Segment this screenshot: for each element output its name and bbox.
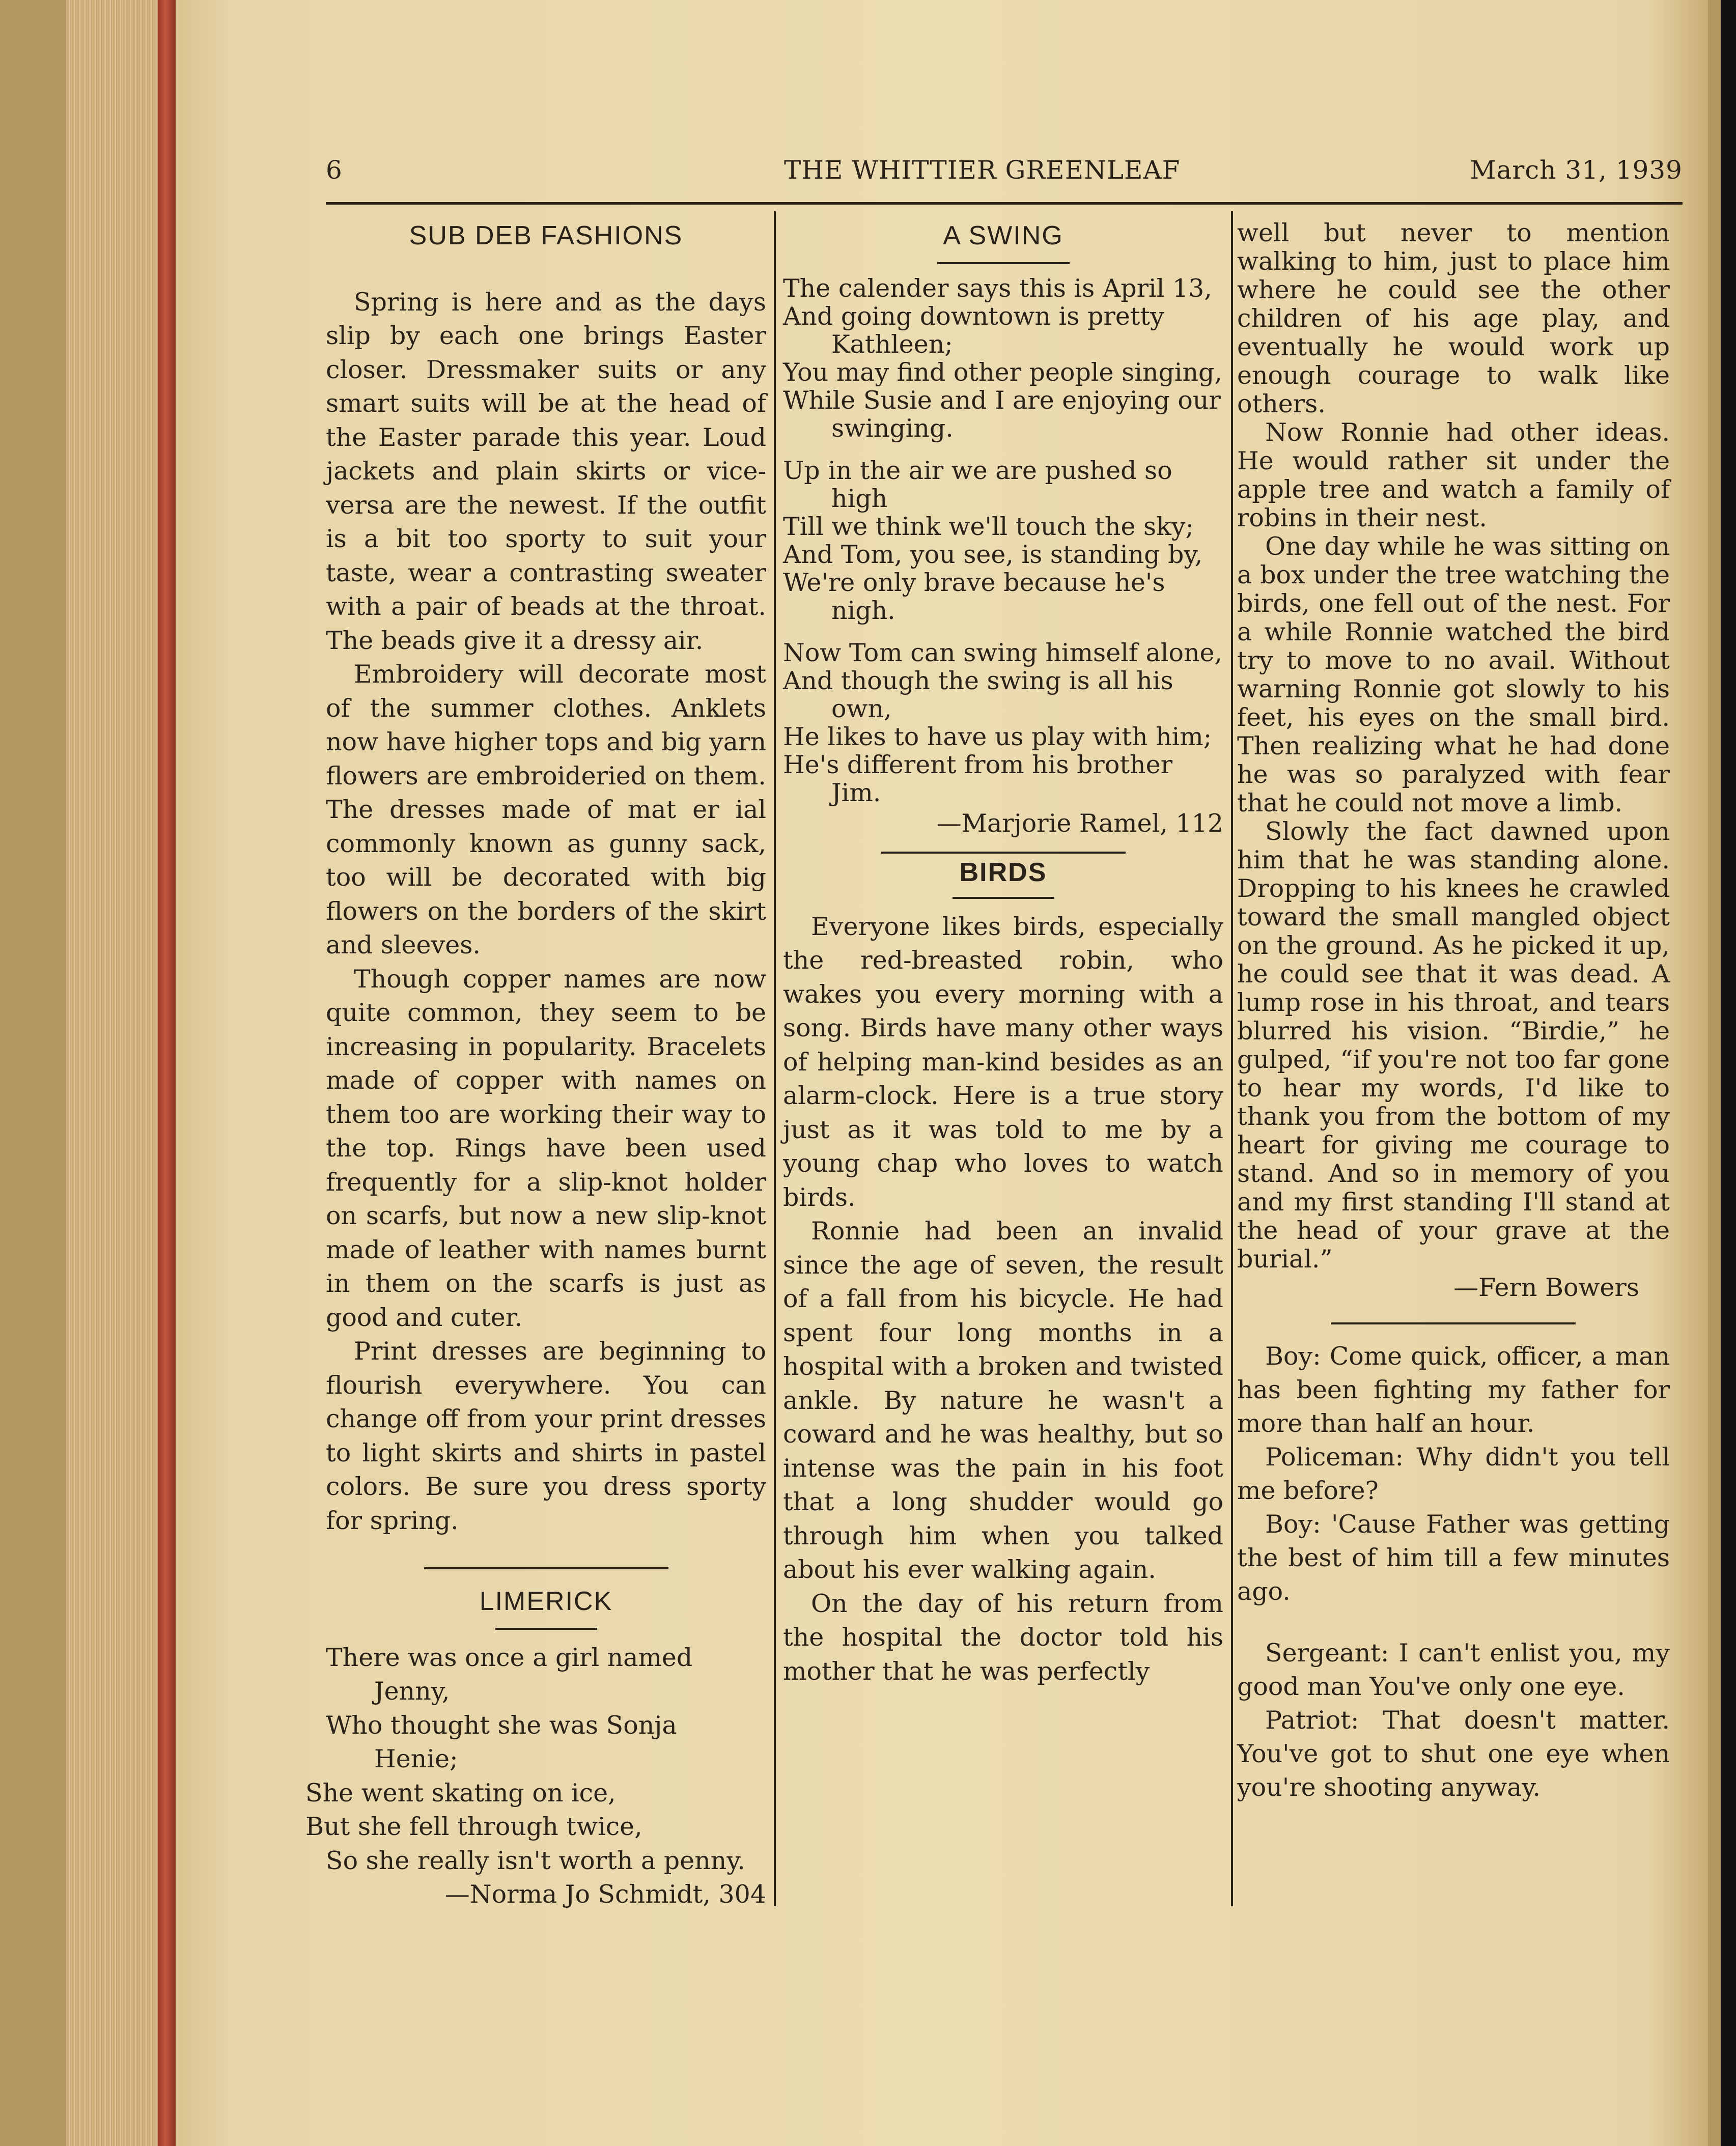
paragraph: Embroidery will decorate most of the summer clothes. Anklets now have higher tops and big yarn flowers are embroideried on them. The dresses made of mat er ial commonly known as gunny sack, too will be decorated with big flowers on the borders of the skirt and sleeves. [326, 660, 766, 959]
paragraph: Spring is here and as the days slip by each one brings Easter closer. Dressmaker suits or any smart suits will be at the head of the Easter parade this year. Loud jackets and plain skirts or vice-versa are the newest. If the outfit is a bit too sporty to suit your taste, wear a contrasting sweater with a pair of beads at the throat. The beads give it a dressy air. [326, 287, 766, 655]
joke-line: Sergeant: I can't enlist you, my good man You've only one eye. [1237, 1639, 1670, 1701]
article-title-sub-deb-fashions: SUB DEB FASHIONS [409, 221, 683, 250]
joke-line: Boy: Come quick, officer, a man has been fighting my father for more than half an hour. [1237, 1342, 1670, 1438]
joke-line: Boy: 'Cause Father was getting the best of him till a few minutes ago. [1237, 1510, 1670, 1606]
page-edges [66, 0, 173, 2146]
page-number: 6 [326, 155, 343, 185]
paragraph: Print dresses are beginning to flourish everywhere. You can change off from your print dresses to light skirts and shirts in pastel colors. Be sure you dress sporty for spring. [326, 1337, 766, 1535]
issue-date: March 31, 1939 [1470, 155, 1683, 185]
paragraph: One day while he was sitting on a box under the tree watching the birds, one fell out of the nest. For a while Ronnie watched the bird try to move to no avail. Without warning Ronnie got slowly to his feet, his eyes on the small bird. Then realizing what he had done he was so paralyzed with fear that he could not move a limb. [1237, 532, 1670, 817]
column-3 [1237, 219, 1670, 1804]
paragraph: Now Ronnie had other ideas. He would rather sit under the apple tree and watch a family of robins in their nest. [1237, 418, 1670, 532]
author-byline: —Fern Bowers [1453, 1273, 1639, 1302]
poem-line: And Tom, you see, is standing by, [783, 540, 1203, 569]
page-header [326, 155, 1683, 196]
newspaper-title: THE WHITTIER GREENLEAF [784, 155, 1181, 185]
article-title-limerick: LIMERICK [479, 1587, 613, 1616]
header-rule [326, 202, 1683, 205]
poem-line: While Susie and I are enjoying our swinging. [783, 385, 1221, 443]
poem-line: Who thought she was Sonja Henie; [326, 1710, 677, 1773]
poem-line: And though the swing is all his own, [783, 666, 1173, 723]
poem-line: There was once a girl named Jenny, [326, 1643, 693, 1706]
joke-line: Patriot: That doesn't matter. You've got to shut one eye when you're shooting anyway. [1237, 1706, 1670, 1802]
poem-line: Now Tom can swing himself alone, [783, 638, 1223, 667]
poem-line: He's different from his brother Jim. [783, 750, 1173, 807]
limerick-poem [305, 1641, 766, 1878]
column-divider-1 [774, 211, 776, 1906]
author-byline: —Marjorie Ramel, 112 [936, 808, 1223, 838]
poem-line: She went skating on ice, [305, 1778, 616, 1808]
binding-spine [158, 0, 176, 2146]
paragraph: Slowly the fact dawned upon him that he was standing alone. Dropping to his knees he crawled toward the small mangled object on the ground. As he picked it up, he could see that it was dead. A lump rose in his throat, and tears blurred his vision. “Birdie,” he gulped, “if you're not too far gone to hear my words, I'd like to thank you from the bottom of my heart for giving me courage to stand. And so in memory of you and my first standing I'll stand at the head of your grave at the burial.” [1237, 817, 1670, 1274]
title-underline [953, 897, 1054, 899]
section-rule [424, 1567, 668, 1569]
paragraph: On the day of his return from the hospital the doctor told his mother that he was perfectly [783, 1589, 1223, 1686]
column-1 [305, 219, 766, 1912]
section-rule [1331, 1322, 1576, 1324]
poem-line: Up in the air we are pushed so high [783, 456, 1172, 513]
poem-line: But she fell through twice, [305, 1812, 642, 1841]
poem-line: We're only brave because he's nigh. [783, 568, 1165, 625]
poem-line: You may find other people singing, [783, 357, 1222, 387]
poem-line: And going downtown is pretty Kathleen; [783, 301, 1164, 359]
paragraph: Everyone likes birds, especially the red-breasted robin, who wakes you every morning with a song. Birds have many other ways of helping man-kind besides as an alarm-clock. Here is a true story just as it was told to me by a young chap who loves to watch birds. [783, 912, 1223, 1212]
paragraph: Ronnie had been an invalid since the age of seven, the result of a fall from his bicycle. He had spent four long months in a hospital with a broken and twisted ankle. By nature he wasn't a coward and he was healthy, but so intense was the pain in his foot that a long shudder would go through him when you talked about his ever walking again. [783, 1217, 1223, 1584]
swing-poem [783, 274, 1223, 807]
poem-line: The calender says this is April 13, [783, 273, 1212, 303]
author-byline: —Norma Jo Schmidt, 304 [444, 1880, 766, 1909]
poem-line: He likes to have us play with him; [783, 722, 1212, 751]
joke-line: Policeman: Why didn't you tell me before? [1237, 1443, 1670, 1505]
paragraph: Though copper names are now quite common, they seem to be increasing in popularity. Bracelets made of copper with names on them too are working their way to the top. Rings have been used frequently for a slip-knot holder on scarfs, but now a new slip-knot made of leather with names burnt in them on the scarfs is just as good and cuter. [326, 964, 766, 1332]
column-2 [783, 219, 1223, 1688]
poem-line: Till we think we'll touch the sky; [783, 512, 1194, 541]
article-title-birds: BIRDS [959, 858, 1047, 887]
article-title-a-swing: A SWING [943, 221, 1063, 250]
column-divider-2 [1231, 211, 1233, 1906]
poem-line: So she really isn't worth a penny. [326, 1846, 745, 1875]
paragraph: well but never to mention walking to him, just to place him where he could see the other children of his age play, and eventually he would work up enough courage to walk like others. [1237, 218, 1670, 418]
title-underline [495, 1628, 597, 1630]
section-rule [881, 852, 1126, 854]
title-underline [937, 262, 1070, 264]
